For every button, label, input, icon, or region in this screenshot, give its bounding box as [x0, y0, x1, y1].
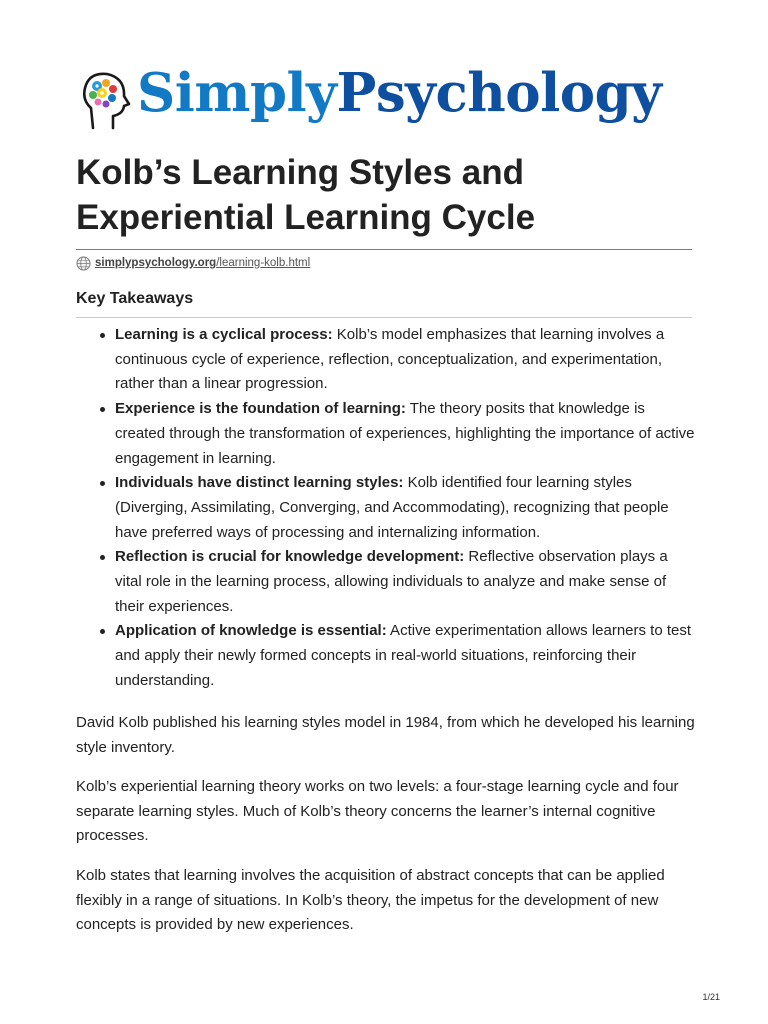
logo-part-psychology: Psychology	[336, 62, 662, 124]
key-takeaways-heading: Key Takeaways	[76, 290, 194, 307]
list-item	[76, 619, 696, 693]
takeaway-lead: Learning is a cyclical process:	[115, 326, 333, 343]
body-paragraph: Kolb’s experiential learning theory works on two levels: a four-stage learning cycle and four separate learning styles. Much of Kolb’s theory concerns the learner’s internal cognitive processes.	[76, 778, 679, 845]
source-path: /learning-kolb.html	[216, 257, 311, 269]
key-takeaways-divider	[76, 317, 692, 318]
list-item	[76, 323, 696, 397]
logo-part-simply: Simply	[137, 62, 337, 124]
body-paragraph: David Kolb published his learning styles model in 1984, from which he developed his learning style inventory.	[76, 714, 695, 756]
logo-wordmark	[137, 62, 661, 124]
takeaway-text: Active experimentation allows learners to test and apply their newly formed concepts in real-world situations, reinforcing their understanding.	[115, 622, 692, 689]
bullet-icon	[100, 407, 105, 412]
key-takeaways-list	[76, 323, 696, 694]
bullet-icon	[100, 481, 105, 486]
source-url[interactable]	[76, 254, 310, 272]
takeaway-text: Kolb’s model emphasizes that learning involves a continuous cycle of experience, reflection, conceptualization, and experimentation, rather than a linear progression.	[115, 326, 665, 393]
head-with-gears-icon	[79, 70, 133, 132]
list-item	[76, 397, 696, 471]
page-number: 1/21	[702, 992, 720, 1002]
takeaway-lead: Application of knowledge is essential:	[115, 622, 387, 640]
title-divider	[76, 249, 692, 250]
globe-icon	[76, 256, 91, 271]
bullet-icon	[100, 629, 105, 634]
takeaway-lead: Reflection is crucial for knowledge development:	[115, 548, 465, 566]
site-logo[interactable]	[79, 62, 687, 140]
list-item	[76, 545, 696, 619]
takeaway-text: Kolb identified four learning styles (Diverging, Assimilating, Converging, and Accommodating), recognizing that people have preferred ways of processing and internalizing information.	[115, 474, 669, 541]
bullet-icon	[100, 333, 105, 338]
list-item	[76, 471, 696, 545]
source-host: simplypsychology.org	[95, 257, 217, 269]
body-paragraph: Kolb states that learning involves the acquisition of abstract concepts that can be applied flexibly in a range of situations. In Kolb’s theory, the impetus for the development of new concepts is provided by new experiences.	[76, 867, 665, 934]
takeaway-lead: Experience is the foundation of learning:	[115, 400, 406, 418]
takeaway-text: Reflective observation plays a vital role in the learning process, allowing individuals to analyze and make sense of their experiences.	[115, 548, 668, 615]
bullet-icon	[100, 555, 105, 560]
page-title: Kolb’s Learning Styles and Experiential Learning Cycle	[76, 153, 536, 237]
takeaway-text: The theory posits that knowledge is created through the transformation of experiences, highlighting the importance of active engagement in learning.	[115, 400, 695, 467]
takeaway-lead: Individuals have distinct learning styles:	[115, 474, 404, 492]
source-link[interactable]	[95, 257, 310, 269]
